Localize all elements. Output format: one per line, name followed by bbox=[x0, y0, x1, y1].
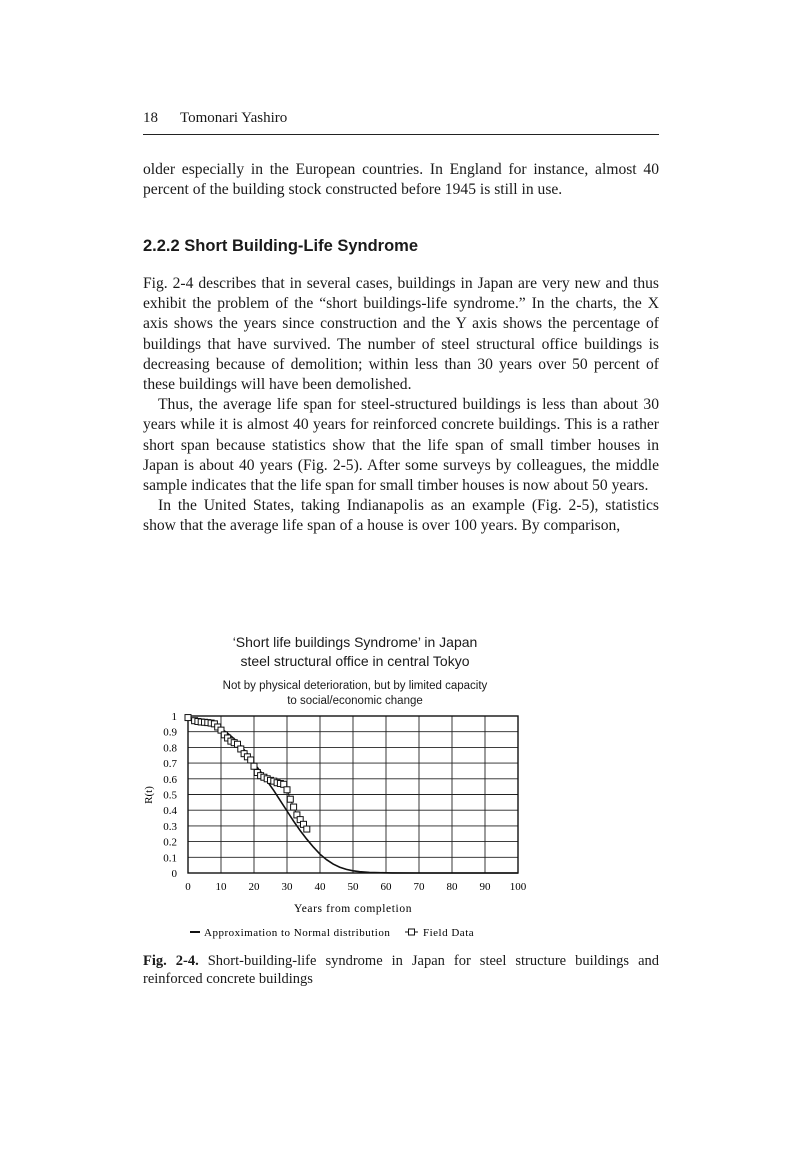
field-data-point bbox=[248, 757, 254, 763]
y-tick-label: 0.9 bbox=[163, 726, 177, 739]
chart-legend bbox=[190, 927, 474, 939]
y-tick-label: 0.5 bbox=[163, 789, 177, 802]
x-tick-labels bbox=[185, 881, 527, 893]
y-axis-label: R(t) bbox=[143, 786, 155, 804]
series-line-field-data bbox=[188, 718, 307, 829]
x-tick-label: 50 bbox=[347, 881, 359, 893]
figure-title-line-2: steel structural office in central Tokyo bbox=[240, 653, 470, 669]
legend-label-approximation: Approximation to Normal distribution bbox=[204, 927, 391, 939]
x-tick-label: 30 bbox=[281, 881, 293, 893]
survival-chart bbox=[140, 700, 540, 945]
y-tick-label: 0.7 bbox=[163, 758, 177, 771]
paragraph-continuation: older especially in the European countries. In England for instance, almost 40 percent of the building stock constructed before 1945 is still in use. bbox=[143, 161, 659, 199]
y-tick-label: 1 bbox=[171, 711, 177, 723]
field-data-point bbox=[185, 715, 191, 721]
caption-text: Short-building-life syndrome in Japan for steel structure buildings and reinforced concrete buildings bbox=[143, 953, 659, 987]
x-tick-label: 20 bbox=[248, 881, 260, 893]
y-tick-labels bbox=[163, 711, 177, 880]
x-tick-label: 10 bbox=[215, 881, 227, 893]
y-tick-label: 0.6 bbox=[163, 773, 177, 786]
x-tick-label: 0 bbox=[185, 881, 191, 893]
legend-label-field-data: Field Data bbox=[423, 927, 475, 939]
section-heading: 2.2.2 Short Building-Life Syndrome bbox=[143, 237, 419, 255]
x-tick-label: 100 bbox=[509, 881, 527, 893]
x-tick-label: 80 bbox=[446, 881, 458, 893]
figure-subtitle-line-2: to social/economic change bbox=[287, 695, 423, 707]
x-tick-label: 40 bbox=[314, 881, 326, 893]
figure-caption bbox=[143, 952, 659, 988]
caption-label: Fig. 2-4. bbox=[143, 953, 199, 969]
y-tick-label: 0 bbox=[171, 868, 177, 880]
y-tick-label: 0.2 bbox=[163, 836, 177, 849]
figure-title-line-1: ‘Short life buildings Syndrome’ in Japan bbox=[232, 634, 478, 650]
y-tick-label: 0.8 bbox=[163, 742, 177, 755]
field-data-point bbox=[287, 796, 293, 802]
paragraph-fig-description: Fig. 2-4 describes that in several cases, buildings in Japan are very new and thus exhibit the problem of the “short buildings-life syndrome.” In the charts, the X axis shows the years since construction and the Y axis shows the percentage of buildings that have survived. The number of steel structural office buildings is decreasing because of demolition; within less than 30 years over 50 percent of these buildings will have been demolished. bbox=[143, 275, 659, 394]
series-markers-field-data bbox=[185, 715, 310, 832]
x-tick-label: 60 bbox=[380, 881, 392, 893]
x-tick-label: 70 bbox=[413, 881, 425, 893]
y-tick-label: 0.1 bbox=[163, 852, 177, 865]
figure-subtitle-line-1: Not by physical deterioration, but by limited capacity bbox=[222, 680, 488, 692]
paragraph-united-states: In the United States, taking Indianapolis as an example (Fig. 2-5), statistics show that the average life span of a house is over 100 years. By comparison, bbox=[143, 497, 659, 535]
field-data-point bbox=[304, 826, 310, 832]
x-tick-label: 90 bbox=[479, 881, 491, 893]
legend-swatch-field-data bbox=[409, 929, 415, 935]
field-data-point bbox=[251, 763, 257, 769]
field-data-point bbox=[291, 804, 297, 810]
body-paragraphs bbox=[143, 274, 659, 537]
page-number: 18 bbox=[143, 110, 158, 126]
paragraph-life-span: Thus, the average life span for steel-structured buildings is less than about 30 years while it is almost 40 years for reinforced concrete buildings. This is a rather short span because statistics show that the life span of small timber houses in Japan is about 40 years (Fig. 2-5). After some surveys by colleagues, the middle sample indicates that the life span for small timber houses is now about 50 years. bbox=[143, 396, 659, 495]
y-tick-label: 0.3 bbox=[163, 820, 177, 833]
y-tick-label: 0.4 bbox=[163, 805, 177, 818]
field-data-point bbox=[284, 787, 290, 793]
running-header bbox=[143, 110, 659, 135]
x-axis-label: Years from completion bbox=[293, 903, 413, 915]
running-author: Tomonari Yashiro bbox=[180, 110, 288, 126]
